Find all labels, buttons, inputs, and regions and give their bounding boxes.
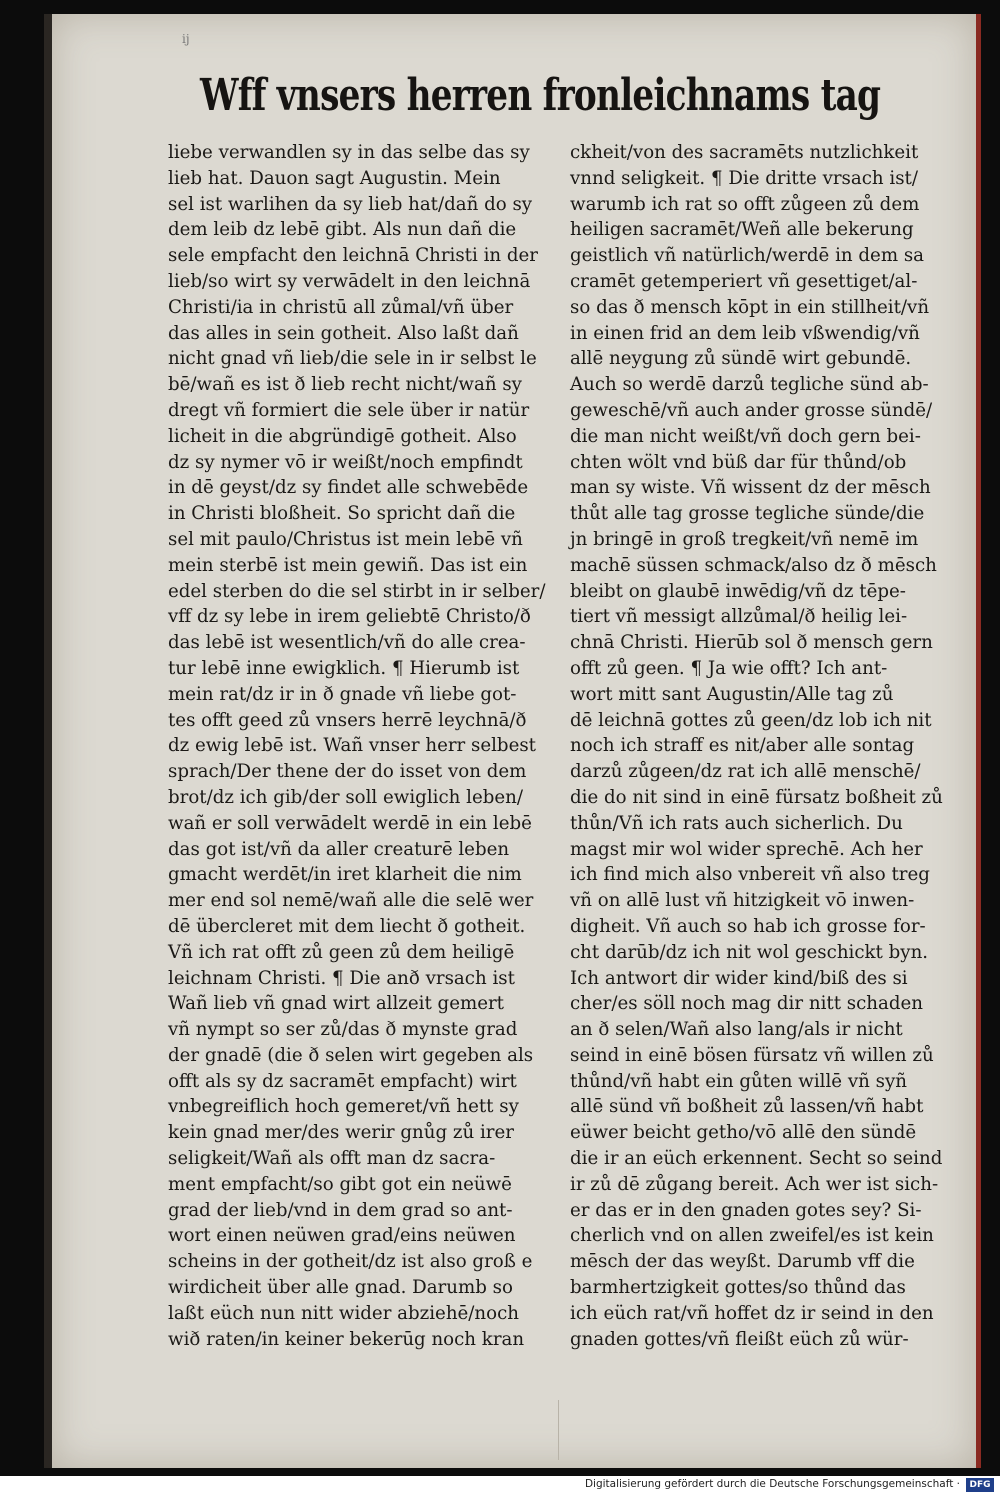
text-line: das alles in sein gotheit. Also laßt dañ (168, 322, 519, 344)
text-line: bē/wañ es ist ð lieb recht nicht/wañ sy (168, 374, 522, 396)
text-line: wañ er soll verwādelt werdē in ein lebē (168, 812, 532, 834)
text-line: magst mir wol wider sprechē. Ach her (570, 838, 923, 860)
text-line: darzů zůgeen/dz rat ich allē menschē/ (570, 761, 921, 783)
page-edge-left (44, 14, 52, 1468)
text-line: thůn/Vñ ich rats auch sicherlich. Du (570, 812, 903, 834)
text-line: tes offt geed zů vnsers herrē leychnā/ð (168, 709, 527, 731)
text-line: mer end sol nemē/wañ alle die selē wer (168, 890, 534, 912)
text-line: Ich antwort dir wider kind/biß des si (570, 967, 908, 989)
text-line: leichnam Christi. ¶ Die anð vrsach ist (168, 967, 515, 989)
text-line: dem leib dz lebē gibt. Als nun dañ die (168, 219, 517, 241)
text-line: vnbegreiflich hoch gemeret/vñ hett sy (168, 1096, 519, 1118)
text-line: ment empfacht/so gibt got ein neüwē (168, 1173, 512, 1195)
text-line: an ð selen/Wañ also lang/als ir nicht (570, 1019, 903, 1041)
text-line: dz ewig lebē ist. Wañ vnser herr selbest (168, 735, 536, 757)
text-line: in einen frid an dem leib vßwendig/vñ (570, 322, 920, 344)
fold-crease (558, 1400, 559, 1460)
text-line: wirdicheit über alle gnad. Darumb so (168, 1277, 513, 1299)
text-line: ich eüch rat/vñ hoffet dz ir seind in den (570, 1302, 934, 1324)
text-line: Auch so werdē darzů tegliche sünd ab- (570, 374, 929, 396)
text-line: offt zů geen. ¶ Ja wie offt? Ich ant- (570, 657, 888, 679)
text-line: kein gnad mer/des werir gnůg zů irer (168, 1122, 514, 1144)
text-line: laßt eüch nun nitt wider abziehē/noch (168, 1302, 519, 1324)
text-line: mēsch der das weyßt. Darumb vff die (570, 1251, 915, 1273)
text-line: Christi/ia in christū all zůmal/vñ über (168, 296, 514, 318)
text-line: Vñ ich rat offt zů geen zů dem heiligē (168, 941, 515, 963)
text-column-left (168, 140, 556, 1352)
page-title: Wff vnsers herren fronleichnams tag (200, 70, 881, 121)
text-line: das got ist/vñ da aller creaturē leben (168, 838, 510, 860)
text-line: mein sterbē ist mein gewiñ. Das ist ein (168, 554, 528, 576)
text-column-right (570, 140, 958, 1352)
text-line: heiligen sacramēt/Weñ alle bekerung (570, 219, 914, 241)
text-line: offt als sy dz sacramēt empfacht) wirt (168, 1070, 517, 1092)
text-line: allē sünd vñ boßheit zů lassen/vñ habt (570, 1096, 924, 1118)
text-line: nicht gnad vñ lieb/die sele in ir selbst le (168, 348, 537, 370)
text-line: sel mit paulo/Christus ist mein lebē vñ (168, 528, 523, 550)
text-line: in Christi bloßheit. So spricht dañ die (168, 503, 516, 525)
text-line: allē neygung zů sündē wirt gebundē. (570, 348, 912, 370)
text-line: wort einen neüwen grad/eins neüwen (168, 1225, 516, 1247)
text-line: scheins in der gotheit/dz ist also groß e (168, 1251, 533, 1273)
dfg-logo-icon: DFG (966, 1478, 994, 1492)
text-line: cramēt getemperiert vñ gesettiget/al- (570, 270, 918, 292)
text-line: Wañ lieb vñ gnad wirt allzeit gemert (168, 993, 504, 1015)
text-line: bleibt on glaubē inwēdig/vñ dz tēpe- (570, 580, 906, 602)
text-line: liebe verwandlen sy in das selbe das sy (168, 142, 530, 163)
page-edge-right (976, 14, 981, 1468)
text-line: gmacht werdēt/in iret klarheit die nim (168, 864, 522, 886)
text-line: chten wölt vnd büß dar für thůnd/ob (570, 451, 907, 473)
text-line: vñ nympt so ser zů/das ð mynste grad (168, 1019, 518, 1041)
text-line: seind in einē bösen fürsatz vñ willen zů (570, 1044, 934, 1066)
text-line: eüwer beicht getho/vō allē den sündē (570, 1122, 917, 1144)
text-line: chnā Christi. Hierūb sol ð mensch gern (570, 632, 933, 654)
text-line: brot/dz ich gib/der soll ewiglich leben/ (168, 786, 523, 808)
text-line: wið raten/in keiner bekerūg noch kran (168, 1328, 525, 1350)
footer-bar (0, 1476, 1000, 1495)
text-line: geweschē/vñ auch ander grosse sündē/ (570, 399, 933, 421)
text-line: dregt vñ formiert die sele über ir natür (168, 399, 530, 421)
text-line: vnnd seligkeit. ¶ Die dritte vrsach ist/ (570, 167, 918, 189)
text-line: er das er in den gnaden gotes sey? Si- (570, 1199, 922, 1221)
text-line: mein rat/dz ir in ð gnade vñ liebe got- (168, 683, 517, 705)
text-line: sprach/Der thene der do isset von dem (168, 761, 527, 783)
text-line: tiert vñ messigt allzůmal/ð heilig lei- (570, 606, 908, 628)
text-line: das lebē ist wesentlich/vñ do alle crea- (168, 632, 526, 654)
text-line: sele empfacht den leichnā Christi in der (168, 245, 539, 267)
text-line: lieb/so wirt sy verwādelt in den leichnā (168, 270, 531, 292)
text-line: thůt alle tag grosse tegliche sünde/die (570, 503, 925, 525)
text-line: cht darūb/dz ich nit wol geschickt byn. (570, 941, 929, 963)
text-line: warumb ich rat so offt zůgeen zů dem (570, 193, 920, 215)
text-line: ich find mich also vnbereit vñ also treg (570, 864, 930, 886)
text-line: jn bringē in groß tregkeit/vñ nemē im (570, 528, 919, 550)
text-line: cherlich vnd on allen zweifel/es ist kein (570, 1225, 934, 1247)
footer-credit: Digitalisierung gefördert durch die Deutsche Forschungsgemeinschaft · (584, 1478, 960, 1490)
text-line: gnaden gottes/vñ fleißt eüch zů wür- (570, 1328, 909, 1350)
text-line: edel sterben do die sel stirbt in ir selber/ (168, 580, 546, 602)
text-line: dē leichnā gottes zů geen/dz lob ich nit (570, 709, 932, 731)
text-line: grad der lieb/vnd in dem grad so ant- (168, 1199, 513, 1221)
text-line: der gnadē (die ð selen wirt gegeben als (168, 1044, 534, 1066)
text-line: die man nicht weißt/vñ doch gern bei- (570, 425, 921, 447)
text-line: licheit in die abgründigē gotheit. Also (168, 425, 517, 447)
text-line: seligkeit/Wañ als offt man dz sacra- (168, 1148, 496, 1170)
text-line: vñ on allē lust vñ hitzigkeit vō inwen- (570, 890, 915, 912)
text-line: man sy wiste. Vñ wissent dz der mēsch (570, 477, 931, 499)
text-line: cher/es söll noch mag dir nitt schaden (570, 993, 923, 1015)
folio-number: ij (182, 32, 190, 46)
text-line: dz sy nymer vō ir weißt/noch empfindt (168, 451, 523, 473)
text-line: dē übercleret mit dem liecht ð gotheit. (168, 915, 526, 937)
text-line: die do nit sind in einē fürsatz boßheit zů (570, 786, 943, 808)
text-line: lieb hat. Dauon sagt Augustin. Mein (168, 167, 501, 189)
text-line: tur lebē inne ewigklich. ¶ Hierumb ist (168, 657, 520, 679)
text-line: die ir an eüch erkennent. Secht so seind (570, 1148, 943, 1170)
text-line: sel ist warlihen da sy lieb hat/dañ do sy (168, 193, 533, 215)
text-line: ckheit/von des sacramēts nutzlichkeit (570, 142, 919, 163)
text-line: digheit. Vñ auch so hab ich grosse for- (570, 915, 926, 937)
text-line: machē süssen schmack/also dz ð mēsch (570, 554, 937, 576)
text-line: ir zů dē zůgang bereit. Ach wer ist sich- (570, 1173, 939, 1195)
text-line: noch ich straff es nit/aber alle sontag (570, 735, 915, 757)
text-line: wort mitt sant Augustin/Alle tag zů (570, 683, 894, 705)
text-line: geistlich vñ natürlich/werdē in dem sa (570, 245, 925, 267)
text-line: in dē geyst/dz sy findet alle schwebēde (168, 477, 529, 499)
text-line: barmhertzigkeit gottes/so thůnd das (570, 1277, 906, 1299)
text-line: so das ð mensch kōpt in ein stillheit/vñ (570, 296, 930, 318)
text-line: thůnd/vñ habt ein gůten willē vñ syñ (570, 1070, 907, 1092)
text-line: vff dz sy lebe in irem geliebtē Christo/ð (168, 606, 531, 628)
